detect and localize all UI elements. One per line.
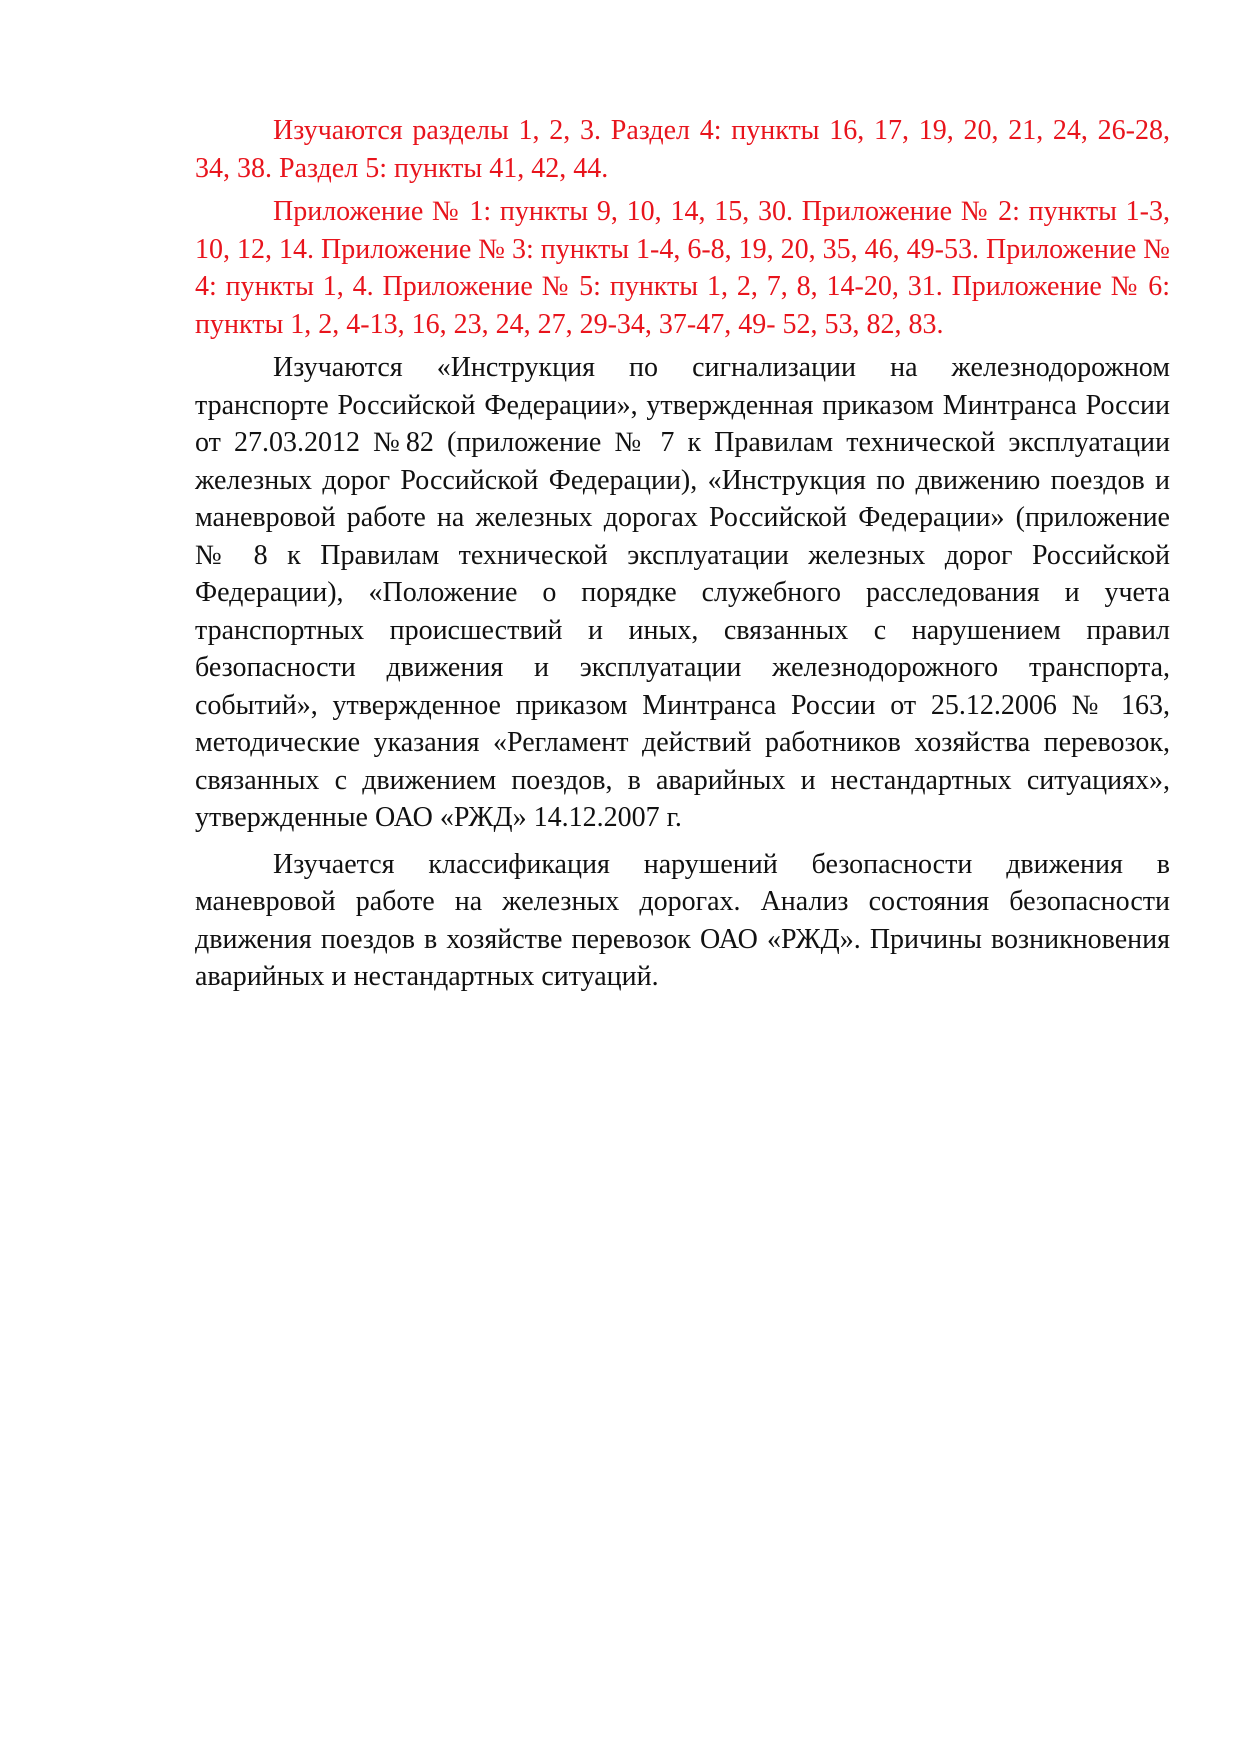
sections-paragraph: Изучаются разделы 1, 2, 3. Раздел 4: пункты 16, 17, 19, 20, 21, 24, 26-28, 34, 38. Раздел 5: пункты 41, 42, 44. (195, 115, 1170, 184)
classification-paragraph: Изучается классификация нарушений безопасности движения в маневровой работе на железных дорогах. Анализ состояния безопасности движения поездов в хозяйстве перевозок ОАО «РЖД». Причины возникновения аварийных и нестандартных ситуаций. (195, 848, 1170, 992)
instructions-paragraph: Изучаются «Инструкция по сигнализации на железнодорожном транспорте Российской Федерации», утвержденная приказом Минтранса России от 27.03.2012 №82 (приложение № 7 к Правилам технической эксплуатации железных дорог Российской Федерации), «Инструкция по движению поездов и маневровой работе на железных дорогах Российской Федерации» (приложение № 8 к Правилам технической эксплуатации железных дорог Российской Федерации), «Положение о порядке служебного расследования и учета транспортных происшествий и иных, связанных с нарушением правил безопасности движения и эксплуатации железнодорожного транспорта, событий», утвержденное приказом Минтранса России от 25.12.2006 № 163, методические указания «Регламент действий работников хозяйства перевозок, связанных с движением поездов, в аварийных и нестандартных ситуациях», утвержденные ОАО «РЖД» 14.12.2007 г. (195, 352, 1170, 833)
document-page (195, 112, 1170, 996)
appendices-paragraph: Приложение № 1: пункты 9, 10, 14, 15, 30. Приложение № 2: пункты 1-3, 10, 12, 14. Приложение № 3: пункты 1-4, 6-8, 19, 20, 35, 46, 49-53. Приложение № 4: пункты 1, 4. Приложение № 5: пункты 1, 2, 7, 8, 14-20, 31. Приложение № 6: пункты 1, 2, 4-13, 16, 23, 24, 27, 29-34, 37-47, 49- 52, 53, 82, 83. (195, 196, 1170, 340)
